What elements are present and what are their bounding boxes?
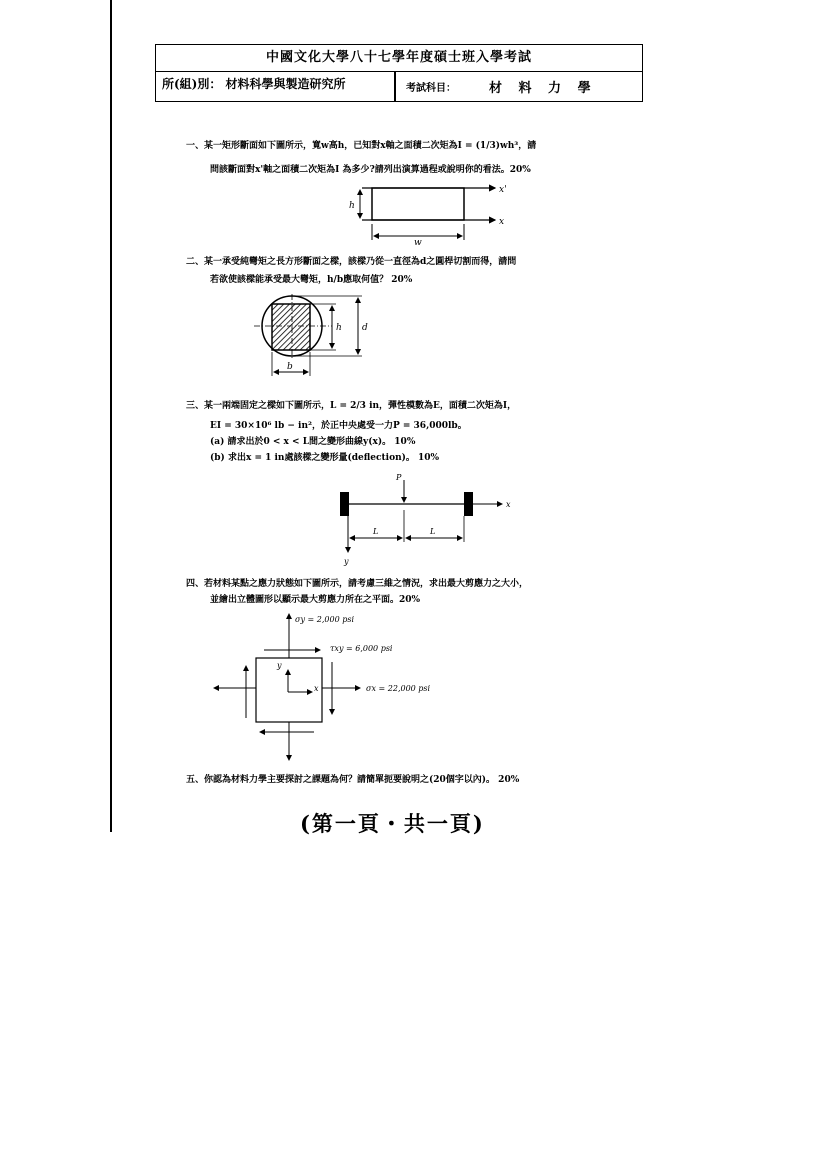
subject-label: 考試科目： (406, 83, 456, 94)
q1-label-xprime: x' (499, 185, 507, 195)
page-footer: (第一頁・共一頁) (300, 811, 485, 836)
subject-name: 材 料 力 學 (489, 81, 597, 96)
q3-line1: 三、某一兩端固定之樑如下圖所示，L = 2/3 in，彈性模數為E，面積二次矩為I， (186, 401, 517, 411)
q4-stress-element (256, 658, 322, 722)
q3-left-support (340, 492, 349, 516)
q1-label-w: w (414, 238, 422, 246)
q3-label-y: y (344, 557, 349, 566)
q1-section-rect (372, 188, 464, 220)
q5-line1: 五、你認為材料力學主要探討之課題為何？請簡單扼要說明之(20個字以內)。 20% (186, 775, 520, 785)
q3-label-x: x (506, 500, 511, 509)
q3-label-p: P (396, 473, 402, 482)
q3-line3-part-a: (a) 請求出於0 < x < L間之變形曲線y(x)。 10% (210, 437, 416, 447)
exam-header (155, 44, 643, 102)
q3-line2: EI = 30×10⁶ lb − in²，於正中央處受一力P = 36,000lb。 (210, 421, 467, 431)
q3-label-l-right: L (430, 527, 436, 536)
q2-label-d: d (362, 323, 368, 333)
exam-title: 中國文化大學八十七學年度碩士班入學考試 (156, 45, 642, 72)
department-label: 所(組)別： 材料科學與製造研究所 (162, 77, 346, 91)
q1-label-h: h (349, 201, 355, 211)
q3-label-l-left: L (373, 527, 379, 536)
q4-label-sigma-y: σy = 2,000 psi (295, 615, 354, 624)
q4-label-x: x (314, 684, 319, 693)
q1-label-x: x (499, 217, 505, 227)
q3-fixed-beam-figure (330, 470, 530, 570)
q3-line4-part-b: (b) 求出x = 1 in處該樑之變形量(deflection)。 10% (210, 453, 440, 463)
q4-stress-element-figure (210, 610, 470, 768)
binding-margin-line (110, 0, 112, 832)
q2-hatched-rect (272, 304, 310, 350)
q4-label-y: y (277, 661, 282, 670)
q4-line1: 四、若材料某點之應力狀態如下圖所示，請考慮三維之情況，求出最大剪應力之大小， (186, 579, 529, 589)
q2-label-b: b (287, 362, 293, 372)
q2-circle-section-figure (250, 292, 380, 380)
q1-rectangle-figure (340, 180, 520, 246)
q1-line1: 一、某一矩形斷面如下圖所示，寬w高h，已知對x軸之面積二次矩為I = (1/3)wh³，請 (186, 141, 537, 151)
q2-label-h: h (336, 323, 342, 333)
q4-label-sigma-x: σx = 22,000 psi (366, 684, 431, 693)
q1-line2: 問該斷面對x'軸之面積二次矩為I 為多少?請列出演算過程或說明你的看法。20% (210, 165, 531, 175)
q2-line1: 二、某一承受純彎矩之長方形斷面之樑，該樑乃從一直徑為d之圓桿切割而得，請問 (186, 257, 517, 267)
q2-line2: 若欲使該樑能承受最大彎矩，h/b應取何值？ 20% (210, 275, 413, 285)
q4-line2: 並繪出立體圖形以顯示最大剪應力所在之平面。20% (210, 595, 421, 605)
q3-right-support (464, 492, 473, 516)
q4-label-tau-xy: τxy = 6,000 psi (330, 644, 393, 653)
header-divider (394, 72, 396, 101)
